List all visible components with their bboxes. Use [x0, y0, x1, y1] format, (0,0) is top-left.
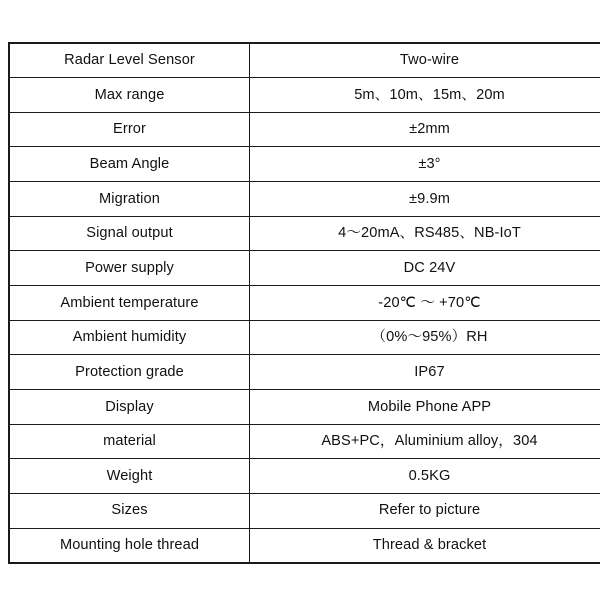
spec-value-cell: （0%～95%）RH — [250, 320, 600, 355]
spec-label-cell: Display — [9, 390, 250, 425]
table-row — [9, 528, 600, 563]
spec-value-cell: 5m、10m、15m、20m — [250, 78, 600, 113]
specification-table-body — [9, 43, 600, 563]
spec-label-cell: Beam Angle — [9, 147, 250, 182]
table-row — [9, 286, 600, 321]
spec-value-cell: -20℃ ～ +70℃ — [250, 286, 600, 321]
spec-label-cell: Radar Level Sensor — [9, 43, 250, 78]
table-row — [9, 112, 600, 147]
spec-label-cell: material — [9, 424, 250, 459]
spec-label-cell: Error — [9, 112, 250, 147]
table-row — [9, 459, 600, 494]
spec-label-cell: Migration — [9, 182, 250, 217]
spec-label-cell: Mounting hole thread — [9, 528, 250, 563]
spec-label-cell: Protection grade — [9, 355, 250, 390]
spec-value-cell: ±2mm — [250, 112, 600, 147]
table-row — [9, 216, 600, 251]
table-row — [9, 182, 600, 217]
spec-value-cell: 4～20mA、RS485、NB-IoT — [250, 216, 600, 251]
table-row — [9, 320, 600, 355]
spec-value-cell: Two-wire — [250, 43, 600, 78]
spec-label-cell: Sizes — [9, 494, 250, 529]
spec-label-cell: Ambient temperature — [9, 286, 250, 321]
table-row — [9, 494, 600, 529]
spec-label-cell: Max range — [9, 78, 250, 113]
table-row — [9, 355, 600, 390]
spec-value-cell: ABS+PC，Aluminium alloy，304 — [250, 424, 600, 459]
spec-value-cell: 0.5KG — [250, 459, 600, 494]
spec-label-cell: Signal output — [9, 216, 250, 251]
spec-value-cell: Mobile Phone APP — [250, 390, 600, 425]
specification-table — [8, 42, 600, 564]
spec-value-cell: Thread & bracket — [250, 528, 600, 563]
table-row — [9, 43, 600, 78]
table-row — [9, 78, 600, 113]
spec-value-cell: IP67 — [250, 355, 600, 390]
table-row — [9, 251, 600, 286]
table-row — [9, 147, 600, 182]
specification-sheet — [8, 42, 592, 562]
spec-label-cell: Power supply — [9, 251, 250, 286]
spec-label-cell: Weight — [9, 459, 250, 494]
table-row — [9, 390, 600, 425]
spec-label-cell: Ambient humidity — [9, 320, 250, 355]
spec-value-cell: DC 24V — [250, 251, 600, 286]
spec-value-cell: Refer to picture — [250, 494, 600, 529]
spec-value-cell: ±9.9m — [250, 182, 600, 217]
table-row — [9, 424, 600, 459]
spec-value-cell: ±3° — [250, 147, 600, 182]
